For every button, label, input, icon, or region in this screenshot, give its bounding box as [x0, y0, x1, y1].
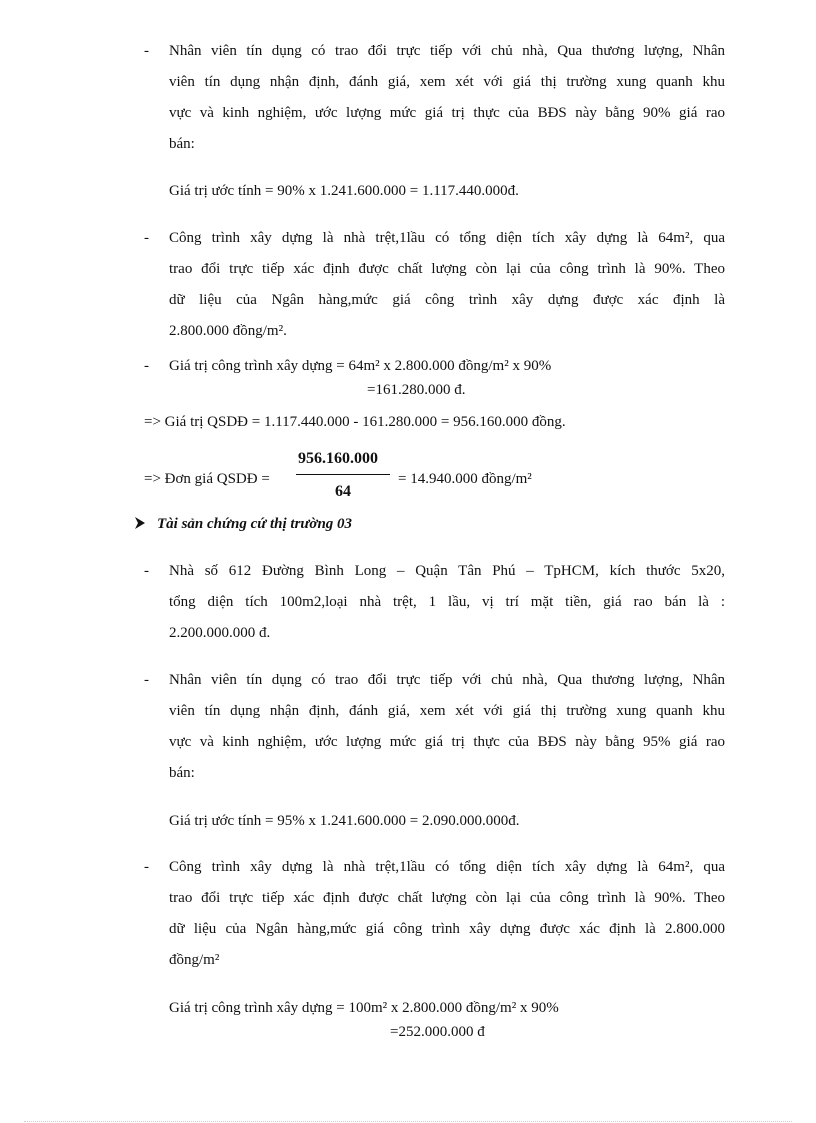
page-bottom-divider [24, 1121, 792, 1122]
paragraph-line: trao đổi trực tiếp xác định được chất lượng còn lại của công trình là 90%. Theo [169, 890, 725, 906]
bullet-dash: - [144, 859, 149, 875]
paragraph-line: 2.200.000.000 đ. [169, 625, 271, 641]
paragraph-line: bán: [169, 136, 195, 152]
fraction-numerator: 956.160.000 [298, 450, 378, 467]
paragraph-line: Công trình xây dựng là nhà trệt,1lầu có tổng diện tích xây dựng là 64m², qua [169, 230, 725, 246]
paragraph-line: vực và kinh nghiệm, ước lượng mức giá trị thực của BĐS này bằng 90% giá rao [169, 105, 725, 121]
fraction-denominator: 64 [335, 483, 351, 500]
paragraph-line: đồng/m² [169, 952, 220, 968]
estimate-value-line: Giá trị ước tính = 90% x 1.241.600.000 = 1.117.440.000đ. [169, 183, 519, 199]
bullet-dash: - [144, 672, 149, 688]
paragraph-line: dữ liệu của Ngân hàng,mức giá công trình xây dựng được xác định là [169, 292, 725, 308]
paragraph-line: tổng diện tích 100m2,loại nhà trệt, 1 lầu, vị trí mặt tiền, giá rao bán là : [169, 594, 725, 610]
arrow-bullet-icon [134, 513, 146, 533]
bullet-dash: - [144, 230, 149, 246]
construction-value-result: =161.280.000 đ. [367, 382, 466, 398]
construction-value-line: Giá trị công trình xây dựng = 100m² x 2.800.000 đồng/m² x 90% [169, 1000, 559, 1016]
paragraph-line: vực và kinh nghiệm, ước lượng mức giá trị thực của BĐS này bằng 95% giá rao [169, 734, 725, 750]
paragraph-line: Nhân viên tín dụng có trao đổi trực tiếp với chủ nhà, Qua thương lượng, Nhân [169, 672, 725, 688]
paragraph-line: Công trình xây dựng là nhà trệt,1lầu có tổng diện tích xây dựng là 64m², qua [169, 859, 725, 875]
paragraph-line: 2.800.000 đồng/m². [169, 323, 287, 339]
section-heading: Tài sản chứng cứ thị trường 03 [157, 516, 353, 532]
fraction-bar [296, 474, 390, 475]
paragraph-line: trao đổi trực tiếp xác định được chất lượng còn lại của công trình là 90%. Theo [169, 261, 725, 277]
paragraph-line: viên tín dụng nhận định, đánh giá, xem xét với giá thị trường xung quanh khu [169, 703, 725, 719]
estimate-value-line: Giá trị ước tính = 95% x 1.241.600.000 = 2.090.000.000đ. [169, 813, 520, 829]
bullet-dash: - [144, 358, 149, 374]
unit-price-result: = 14.940.000 đồng/m² [398, 471, 532, 487]
paragraph-line: Nhà số 612 Đường Bình Long – Quận Tân Phú – TpHCM, kích thước 5x20, [169, 563, 725, 579]
construction-value-line: Giá trị công trình xây dựng = 64m² x 2.800.000 đồng/m² x 90% [169, 358, 552, 374]
paragraph-line: bán: [169, 765, 195, 781]
qsdd-value-line: => Giá trị QSDĐ = 1.117.440.000 - 161.280.000 = 956.160.000 đồng. [144, 414, 566, 430]
paragraph-line: dữ liệu của Ngân hàng,mức giá công trình xây dựng được xác định là 2.800.000 [169, 921, 725, 937]
paragraph-line: Nhân viên tín dụng có trao đổi trực tiếp với chủ nhà, Qua thương lượng, Nhân [169, 43, 725, 59]
construction-value-result: =252.000.000 đ [390, 1024, 485, 1040]
paragraph-line: viên tín dụng nhận định, đánh giá, xem xét với giá thị trường xung quanh khu [169, 74, 725, 90]
unit-price-prefix: => Đơn giá QSDĐ = [144, 471, 270, 487]
bullet-dash: - [144, 43, 149, 59]
bullet-dash: - [144, 563, 149, 579]
